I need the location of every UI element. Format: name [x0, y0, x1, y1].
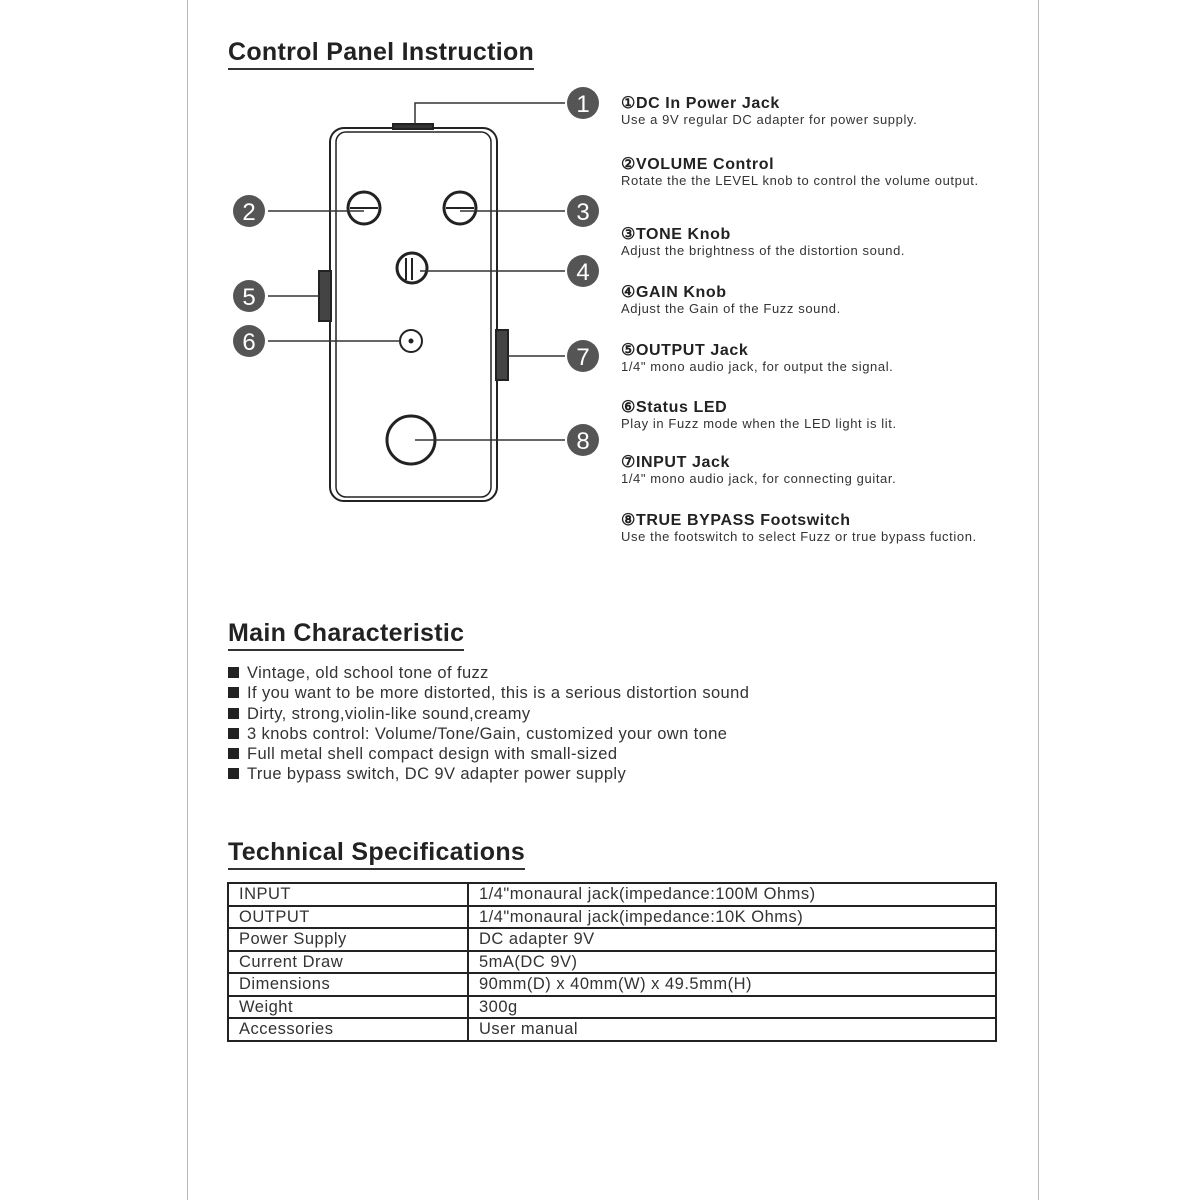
item-tone: ③TONE Knob Adjust the brightness of the distortion sound. [621, 226, 906, 258]
specs-table [227, 882, 997, 1042]
table-row [228, 996, 996, 1019]
item-led: ⑥Status LED Play in Fuzz mode when the LED light is lit. [621, 399, 897, 431]
page-border-left [187, 0, 188, 1200]
item-volume: ②VOLUME Control Rotate the the LEVEL knob to control the volume output. [621, 156, 979, 188]
table-row [228, 883, 996, 906]
spec-value: 90mm(D) x 40mm(W) x 49.5mm(H) [468, 973, 996, 996]
spec-label: Weight [228, 996, 468, 1019]
list-item: Vintage, old school tone of fuzz [228, 663, 749, 683]
spec-label: Current Draw [228, 951, 468, 974]
svg-text:6: 6 [242, 329, 256, 356]
svg-text:5: 5 [242, 284, 256, 311]
pedal-diagram [220, 80, 620, 510]
spec-value: DC adapter 9V [468, 928, 996, 951]
spec-value: User manual [468, 1018, 996, 1041]
svg-text:4: 4 [576, 259, 590, 286]
list-item: Dirty, strong,violin-like sound,creamy [228, 704, 749, 724]
list-item: 3 knobs control: Volume/Tone/Gain, customized your own tone [228, 724, 749, 744]
bullet-icon [228, 687, 239, 698]
list-item: If you want to be more distorted, this is a serious distortion sound [228, 683, 749, 703]
dc-jack [393, 124, 433, 129]
pedal-body-outer [330, 128, 497, 501]
table-row [228, 906, 996, 929]
spec-label: OUTPUT [228, 906, 468, 929]
bullet-icon [228, 748, 239, 759]
page-border-right [1038, 0, 1039, 1200]
item-input: ⑦INPUT Jack 1/4" mono audio jack, for connecting guitar. [621, 454, 897, 486]
list-item: True bypass switch, DC 9V adapter power supply [228, 764, 749, 784]
spec-value: 1/4"monaural jack(impedance:10K Ohms) [468, 906, 996, 929]
characteristics-heading: Main Characteristic [228, 619, 464, 651]
spec-label: Power Supply [228, 928, 468, 951]
item-footswitch: ⑧TRUE BYPASS Footswitch Use the footswitch to select Fuzz or true bypass fuction. [621, 512, 977, 544]
spec-label: INPUT [228, 883, 468, 906]
spec-value: 1/4"monaural jack(impedance:100M Ohms) [468, 883, 996, 906]
control-panel-heading: Control Panel Instruction [228, 38, 534, 70]
characteristics-list [228, 663, 749, 785]
spec-label: Dimensions [228, 973, 468, 996]
specs-heading: Technical Specifications [228, 838, 525, 870]
input-jack [496, 330, 508, 380]
svg-text:1: 1 [576, 91, 590, 118]
bullet-icon [228, 768, 239, 779]
svg-text:8: 8 [576, 428, 590, 455]
svg-text:3: 3 [576, 199, 590, 226]
bullet-icon [228, 708, 239, 719]
svg-text:2: 2 [242, 199, 256, 226]
table-row [228, 1018, 996, 1041]
item-output: ⑤OUTPUT Jack 1/4" mono audio jack, for output the signal. [621, 342, 894, 374]
table-row [228, 973, 996, 996]
spec-value: 300g [468, 996, 996, 1019]
table-row [228, 928, 996, 951]
output-jack [319, 271, 331, 321]
item-gain: ④GAIN Knob Adjust the Gain of the Fuzz sound. [621, 284, 841, 316]
pedal-body-inner [336, 132, 491, 497]
spec-label: Accessories [228, 1018, 468, 1041]
item-dc-jack: ①DC In Power Jack Use a 9V regular DC adapter for power supply. [621, 95, 918, 127]
list-item: Full metal shell compact design with small-sized [228, 744, 749, 764]
bullet-icon [228, 667, 239, 678]
spec-value: 5mA(DC 9V) [468, 951, 996, 974]
table-row [228, 951, 996, 974]
svg-text:7: 7 [576, 344, 590, 371]
bullet-icon [228, 728, 239, 739]
